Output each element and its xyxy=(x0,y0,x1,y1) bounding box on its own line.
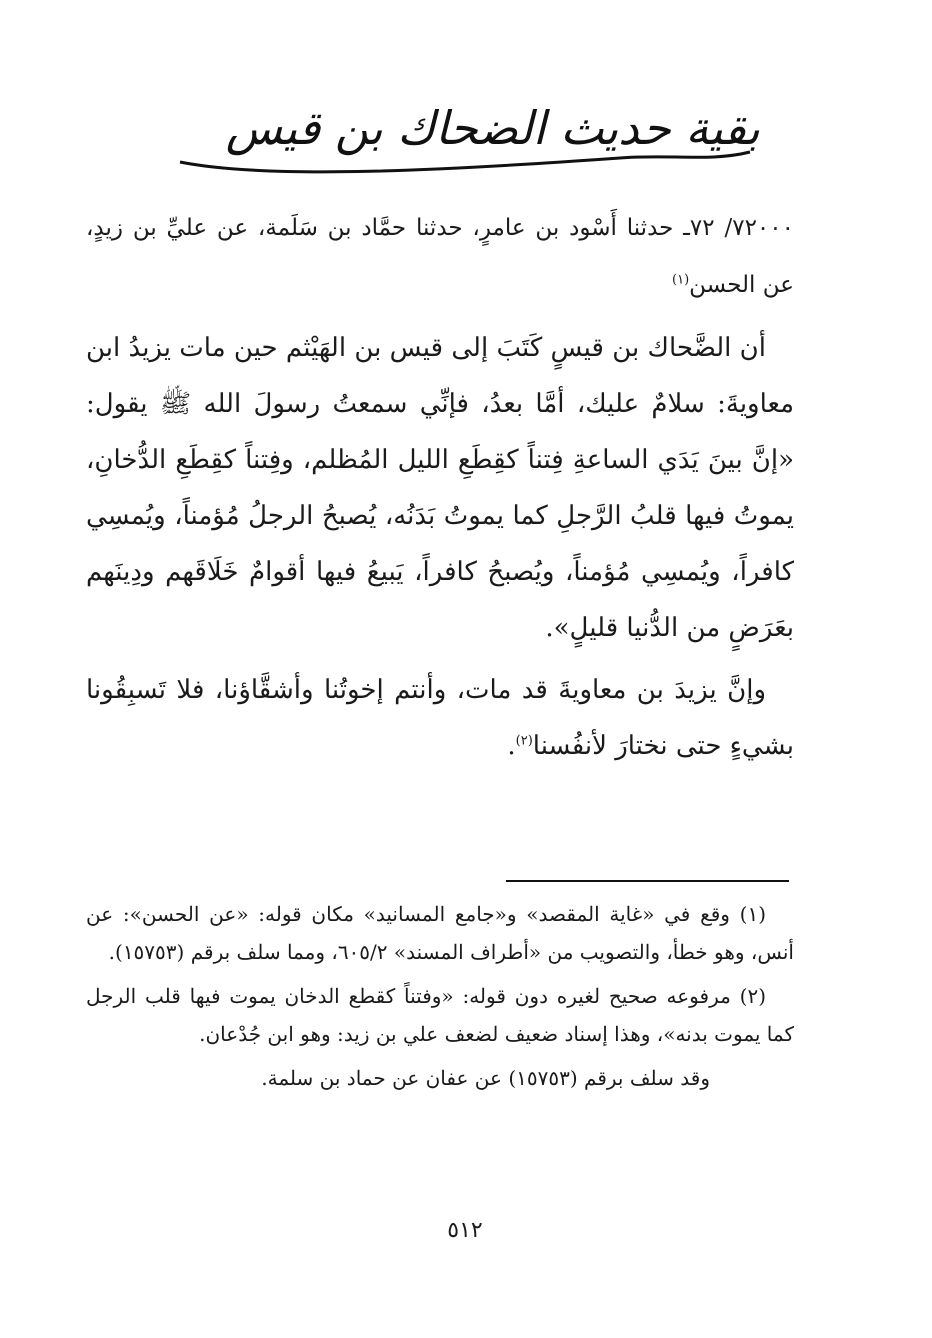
section-heading xyxy=(150,92,790,187)
hadith-body xyxy=(86,320,794,774)
footnote-2-continuation: وقد سلف برقم (١٥٧٥٣) عن عفان عن حماد بن سلمة. xyxy=(261,1066,710,1090)
heading-title: بقية حديث الضحاك بن قيس xyxy=(225,101,760,155)
hadith-isnad xyxy=(86,200,794,314)
hadith-paragraph-2 xyxy=(86,662,794,774)
isnad-text: ٧٢٠٠٠/ ٧٢ـ حدثنا أَسْود بن عامرٍ، حدثنا حمَّاد بن سَلَمة، عن عليِّ بن زيدٍ، عن الحسن xyxy=(86,215,794,298)
paragraph-2-text: وإنَّ يزيدَ بن معاويةَ قد مات، وأنتم إخوتُنا وأشقَّاؤنا، فلا تَسبِقُونا بشيءٍ حتى نختارَ لأنفُسنا xyxy=(86,675,794,761)
footnote-ref-2: (٢) xyxy=(515,733,533,749)
page-number: ٥١٢ xyxy=(447,1218,483,1243)
hadith-paragraph-1: أن الضَّحاك بن قيسٍ كَتَبَ إلى قيس بن الهَيْثم حين مات يزيدُ ابن معاويةَ: سلامٌ عليك، أمَّا بعدُ، فإنِّي سمعتُ رسولَ الله ﷺ يقول: «إنَّ بينَ يَدَي الساعةِ فِتناً كقِطَعِ الليل المُظلم، وفِتناً كقِطَعِ الدُّخانِ، يموتُ فيها قلبُ الرَّجلِ كما يموتُ بَدَنُه، يُصبحُ الرجلُ مُؤمناً، ويُمسِي كافراً، ويُمسِي مُؤمناً، ويُصبحُ كافراً، يَبيعُ فيها أقوامٌ خَلَاقَهم ودِينَهم بعَرَضٍ من الدُّنيا قليلٍ». xyxy=(86,333,794,643)
footnotes xyxy=(86,895,794,1097)
footnote-ref-1: (١) xyxy=(672,272,690,288)
footnote-1: (١) وقع في «غاية المقصد» و«جامع المسانيد» مكان قوله: «عن الحسن»: عن أنس، وهو خطأ، والتصويب من «أطراف المسند» ٦٠٥/٢، ومما سلف برقم (١٥٧٥٣). xyxy=(86,902,794,964)
footnote-2: (٢) مرفوعه صحيح لغيره دون قوله: «وفتناً كقطع الدخان يموت فيها قلب الرجل كما يموت بدنه»، وهذا إسناد ضعيف لضعف علي بن زيد: وهو ابن جُدْعان. xyxy=(86,984,794,1046)
footnote-divider xyxy=(506,880,789,882)
calligraphy-heading xyxy=(150,92,790,187)
paragraph-2-end: . xyxy=(507,731,516,761)
